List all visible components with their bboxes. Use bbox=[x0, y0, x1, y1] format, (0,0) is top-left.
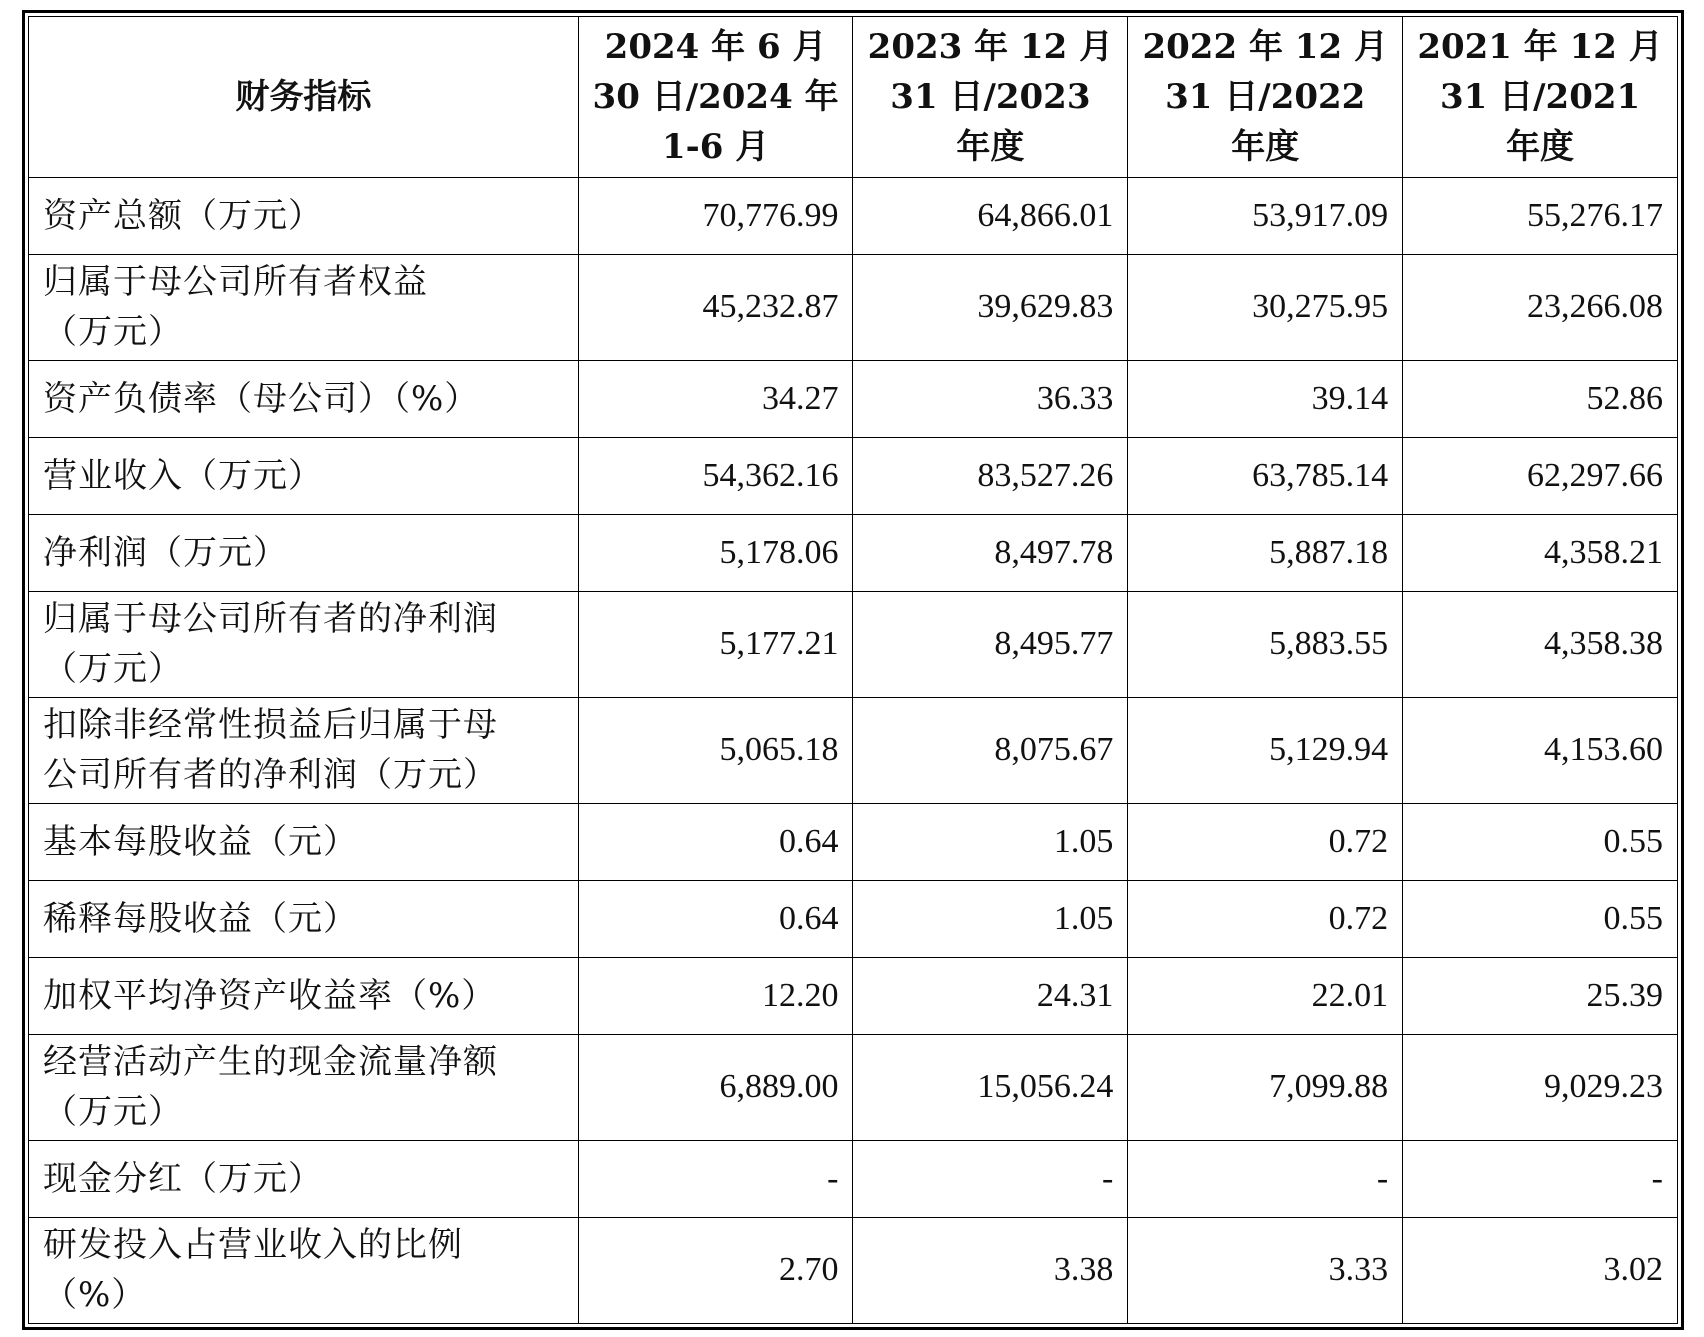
table-body bbox=[29, 178, 1678, 1324]
value-cell: 15,056.24 bbox=[853, 1034, 1128, 1140]
header-row bbox=[29, 17, 1678, 178]
row-label-line: 经营活动产生的现金流量净额 bbox=[43, 1042, 498, 1083]
value-cell: 3.38 bbox=[853, 1217, 1128, 1323]
value-cell: 25.39 bbox=[1403, 957, 1678, 1034]
row-label bbox=[29, 178, 579, 255]
value-cell: 8,497.78 bbox=[853, 514, 1128, 591]
table-row bbox=[29, 514, 1678, 591]
value-cell: 70,776.99 bbox=[578, 178, 853, 255]
value-cell: 39,629.83 bbox=[853, 254, 1128, 360]
value-cell: 0.55 bbox=[1403, 880, 1678, 957]
table-row bbox=[29, 697, 1678, 803]
value-cell: 0.64 bbox=[578, 880, 853, 957]
row-label-line: 研发投入占营业收入的比例 bbox=[43, 1225, 463, 1266]
table-row bbox=[29, 437, 1678, 514]
value-cell: 55,276.17 bbox=[1403, 178, 1678, 255]
value-cell: 83,527.26 bbox=[853, 437, 1128, 514]
value-cell: - bbox=[1403, 1140, 1678, 1217]
value-cell: 3.33 bbox=[1128, 1217, 1403, 1323]
period-header-line: 31 日/2021 bbox=[1439, 77, 1641, 117]
row-label bbox=[29, 254, 579, 360]
value-cell: 0.72 bbox=[1128, 804, 1403, 881]
period-header-line: 2021 年 12 月 bbox=[1417, 27, 1663, 67]
value-cell: 7,099.88 bbox=[1128, 1034, 1403, 1140]
row-label-line: 归属于母公司所有者的净利润 bbox=[43, 599, 498, 640]
table-row bbox=[29, 1217, 1678, 1323]
table-row bbox=[29, 178, 1678, 255]
period-header-2022 bbox=[1128, 17, 1403, 178]
value-cell: 34.27 bbox=[578, 361, 853, 438]
row-label bbox=[29, 514, 579, 591]
row-label-line: 稀释每股收益（元） bbox=[43, 898, 358, 939]
row-label-line: （万元） bbox=[43, 649, 183, 690]
value-cell: 1.05 bbox=[853, 804, 1128, 881]
value-cell: 9,029.23 bbox=[1403, 1034, 1678, 1140]
row-label-line: 现金分红（万元） bbox=[43, 1158, 323, 1199]
value-cell: 1.05 bbox=[853, 880, 1128, 957]
period-header-line: 31 日/2023 bbox=[890, 77, 1091, 117]
row-label bbox=[29, 1034, 579, 1140]
period-header-2023 bbox=[853, 17, 1128, 178]
financial-indicators-table bbox=[28, 16, 1678, 1324]
value-cell: 24.31 bbox=[853, 957, 1128, 1034]
period-header-line: 2023 年 12 月 bbox=[867, 27, 1114, 67]
period-header-line: 年度 bbox=[956, 127, 1025, 167]
row-label-line: 扣除非经常性损益后归属于母 bbox=[43, 705, 498, 746]
row-label-line: 基本每股收益（元） bbox=[43, 821, 358, 862]
value-cell: 39.14 bbox=[1128, 361, 1403, 438]
financial-table-frame bbox=[22, 10, 1684, 1330]
period-header-line: 年度 bbox=[1506, 127, 1575, 167]
value-cell: 12.20 bbox=[578, 957, 853, 1034]
value-cell: 0.72 bbox=[1128, 880, 1403, 957]
value-cell: 45,232.87 bbox=[578, 254, 853, 360]
period-header-line: 年度 bbox=[1231, 127, 1300, 167]
row-label-line: 公司所有者的净利润（万元） bbox=[43, 755, 498, 796]
row-label-line: 加权平均净资产收益率（%） bbox=[43, 975, 497, 1016]
value-cell: 54,362.16 bbox=[578, 437, 853, 514]
row-label bbox=[29, 1140, 579, 1217]
period-header-line: 30 日/2024 年 bbox=[592, 77, 839, 117]
value-cell: 5,129.94 bbox=[1128, 697, 1403, 803]
period-header-2021 bbox=[1403, 17, 1678, 178]
row-label-line: 净利润（万元） bbox=[43, 532, 288, 573]
row-label bbox=[29, 1217, 579, 1323]
value-cell: 62,297.66 bbox=[1403, 437, 1678, 514]
table-row bbox=[29, 1140, 1678, 1217]
value-cell: 22.01 bbox=[1128, 957, 1403, 1034]
table-row bbox=[29, 880, 1678, 957]
value-cell: 5,177.21 bbox=[578, 591, 853, 697]
value-cell: 6,889.00 bbox=[578, 1034, 853, 1140]
value-cell: 2.70 bbox=[578, 1217, 853, 1323]
period-header-line: 31 日/2022 bbox=[1165, 77, 1366, 117]
period-header-line: 1-6 月 bbox=[661, 127, 770, 167]
value-cell: 4,358.38 bbox=[1403, 591, 1678, 697]
period-header-line: 2024 年 6 月 bbox=[604, 27, 827, 67]
table-row bbox=[29, 804, 1678, 881]
table-row bbox=[29, 957, 1678, 1034]
value-cell: 5,065.18 bbox=[578, 697, 853, 803]
value-cell: 30,275.95 bbox=[1128, 254, 1403, 360]
period-header-2024h1 bbox=[578, 17, 853, 178]
value-cell: 5,887.18 bbox=[1128, 514, 1403, 591]
row-label-line: 资产负债率（母公司）（%） bbox=[43, 378, 480, 419]
value-cell: 8,075.67 bbox=[853, 697, 1128, 803]
row-label-line: 归属于母公司所有者权益 bbox=[43, 262, 428, 303]
value-cell: 53,917.09 bbox=[1128, 178, 1403, 255]
table-row bbox=[29, 254, 1678, 360]
row-label bbox=[29, 880, 579, 957]
value-cell: 23,266.08 bbox=[1403, 254, 1678, 360]
value-cell: 8,495.77 bbox=[853, 591, 1128, 697]
row-label-line: 营业收入（万元） bbox=[43, 455, 323, 496]
row-label bbox=[29, 697, 579, 803]
row-label-line: （万元） bbox=[43, 1092, 183, 1133]
period-header-line: 2022 年 12 月 bbox=[1142, 27, 1388, 67]
table-row bbox=[29, 591, 1678, 697]
value-cell: 4,358.21 bbox=[1403, 514, 1678, 591]
value-cell: 4,153.60 bbox=[1403, 697, 1678, 803]
value-cell: 63,785.14 bbox=[1128, 437, 1403, 514]
value-cell: 0.64 bbox=[578, 804, 853, 881]
value-cell: - bbox=[578, 1140, 853, 1217]
row-label bbox=[29, 591, 579, 697]
row-label-line: 资产总额（万元） bbox=[43, 195, 323, 236]
value-cell: - bbox=[853, 1140, 1128, 1217]
table-row bbox=[29, 361, 1678, 438]
row-label bbox=[29, 804, 579, 881]
row-label bbox=[29, 437, 579, 514]
value-cell: 5,178.06 bbox=[578, 514, 853, 591]
row-label bbox=[29, 361, 579, 438]
metric-column-header: 财务指标 bbox=[29, 17, 579, 178]
value-cell: 0.55 bbox=[1403, 804, 1678, 881]
row-label bbox=[29, 957, 579, 1034]
table-row bbox=[29, 1034, 1678, 1140]
value-cell: 3.02 bbox=[1403, 1217, 1678, 1323]
row-label-line: （万元） bbox=[43, 312, 183, 353]
value-cell: 52.86 bbox=[1403, 361, 1678, 438]
value-cell: 36.33 bbox=[853, 361, 1128, 438]
value-cell: 64,866.01 bbox=[853, 178, 1128, 255]
value-cell: 5,883.55 bbox=[1128, 591, 1403, 697]
value-cell: - bbox=[1128, 1140, 1403, 1217]
row-label-line: （%） bbox=[43, 1275, 147, 1316]
